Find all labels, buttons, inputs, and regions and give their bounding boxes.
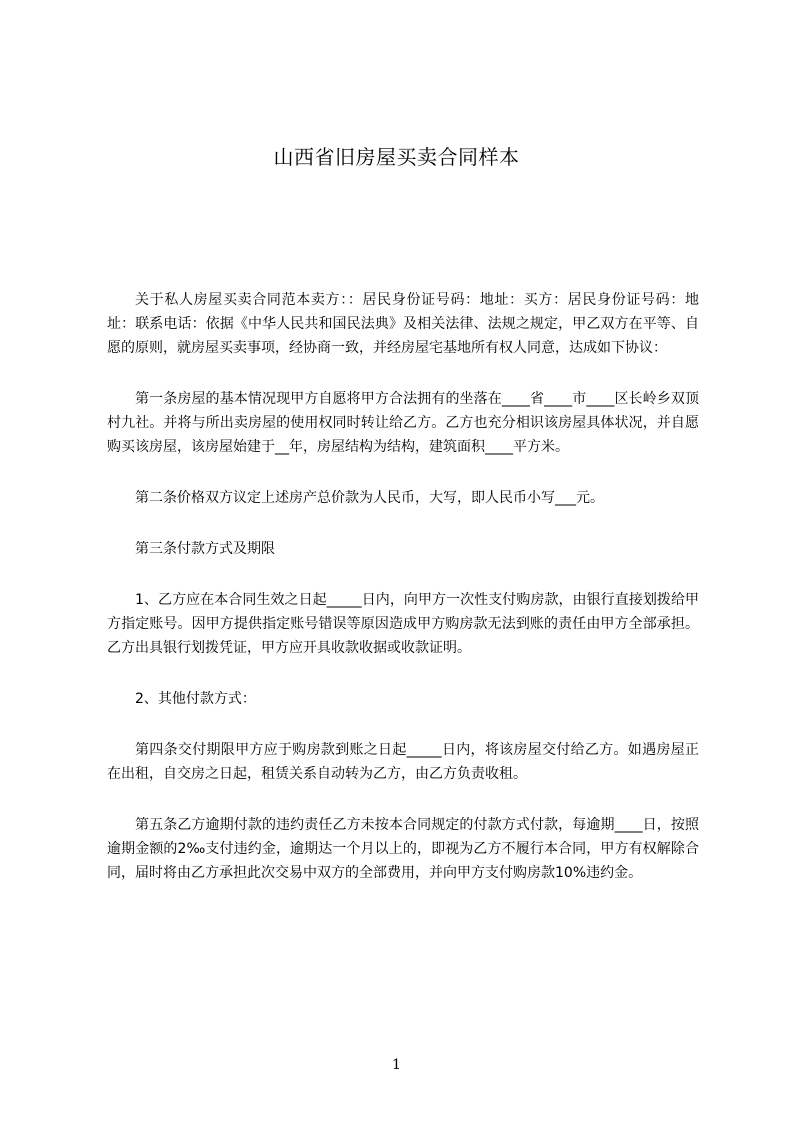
paragraph-article-4: 第四条交付期限甲方应于购房款到账之日起_____日内，将该房屋交付给乙方。如遇房屋正在出租，自交房之日起，租赁关系自动转为乙方，由乙方负责收租。 [107, 742, 699, 782]
paragraph-article-3-item-2: 2、其他付款方式： [135, 691, 256, 707]
document-title: 山西省旧房屋买卖合同样本 [273, 145, 520, 169]
paragraph-preamble: 关于私人房屋买卖合同范本卖方：：居民身份证号码：地址：买方：居民身份证号码：地址：联系电话：依据《中华人民共和国民法典》及相关法律、法规之规定，甲乙双方在平等、自愿的原则，就房屋买卖事项，经协商一致，并经房屋宅基地所有权人同意，达成如下协议： [107, 292, 699, 356]
page-number: 1 [392, 1057, 401, 1073]
paragraph-article-5: 第五条乙方逾期付款的违约责任乙方未按本合同规定的付款方式付款，每逾期____日，按照逾期金额的2‰支付违约金，逾期达一个月以上的，即视为乙方不履行本合同，甲方有权解除合同，届时将由乙方承担此次交易中双方的全部费用，并向甲方支付购房款10%违约金。 [107, 817, 699, 881]
document-body [107, 288, 699, 912]
paragraph-article-1: 第一条房屋的基本情况现甲方自愿将甲方合法拥有的坐落在____省____市____区长岭乡双顶村九社。并将与所出卖房屋的使用权同时转让给乙方。乙方也充分相识该房屋具体状况，并自愿购买该房屋，该房屋始建于__年，房屋结构为结构，建筑面积____平方米。 [107, 391, 699, 455]
paragraph-article-3-heading: 第三条付款方式及期限 [135, 541, 275, 557]
paragraph-article-3-item-1: 1、乙方应在本合同生效之日起_____日内，向甲方一次性支付购房款，由银行直接划拨给甲方指定账号。因甲方提供指定账号错误等原因造成甲方购房款无法到账的责任由甲方全部承担。乙方出具银行划拨凭证，甲方应开具收款收据或收款证明。 [107, 592, 699, 656]
paragraph-article-2: 第二条价格双方议定上述房产总价款为人民币，大写，即人民币小写___元。 [135, 490, 604, 506]
